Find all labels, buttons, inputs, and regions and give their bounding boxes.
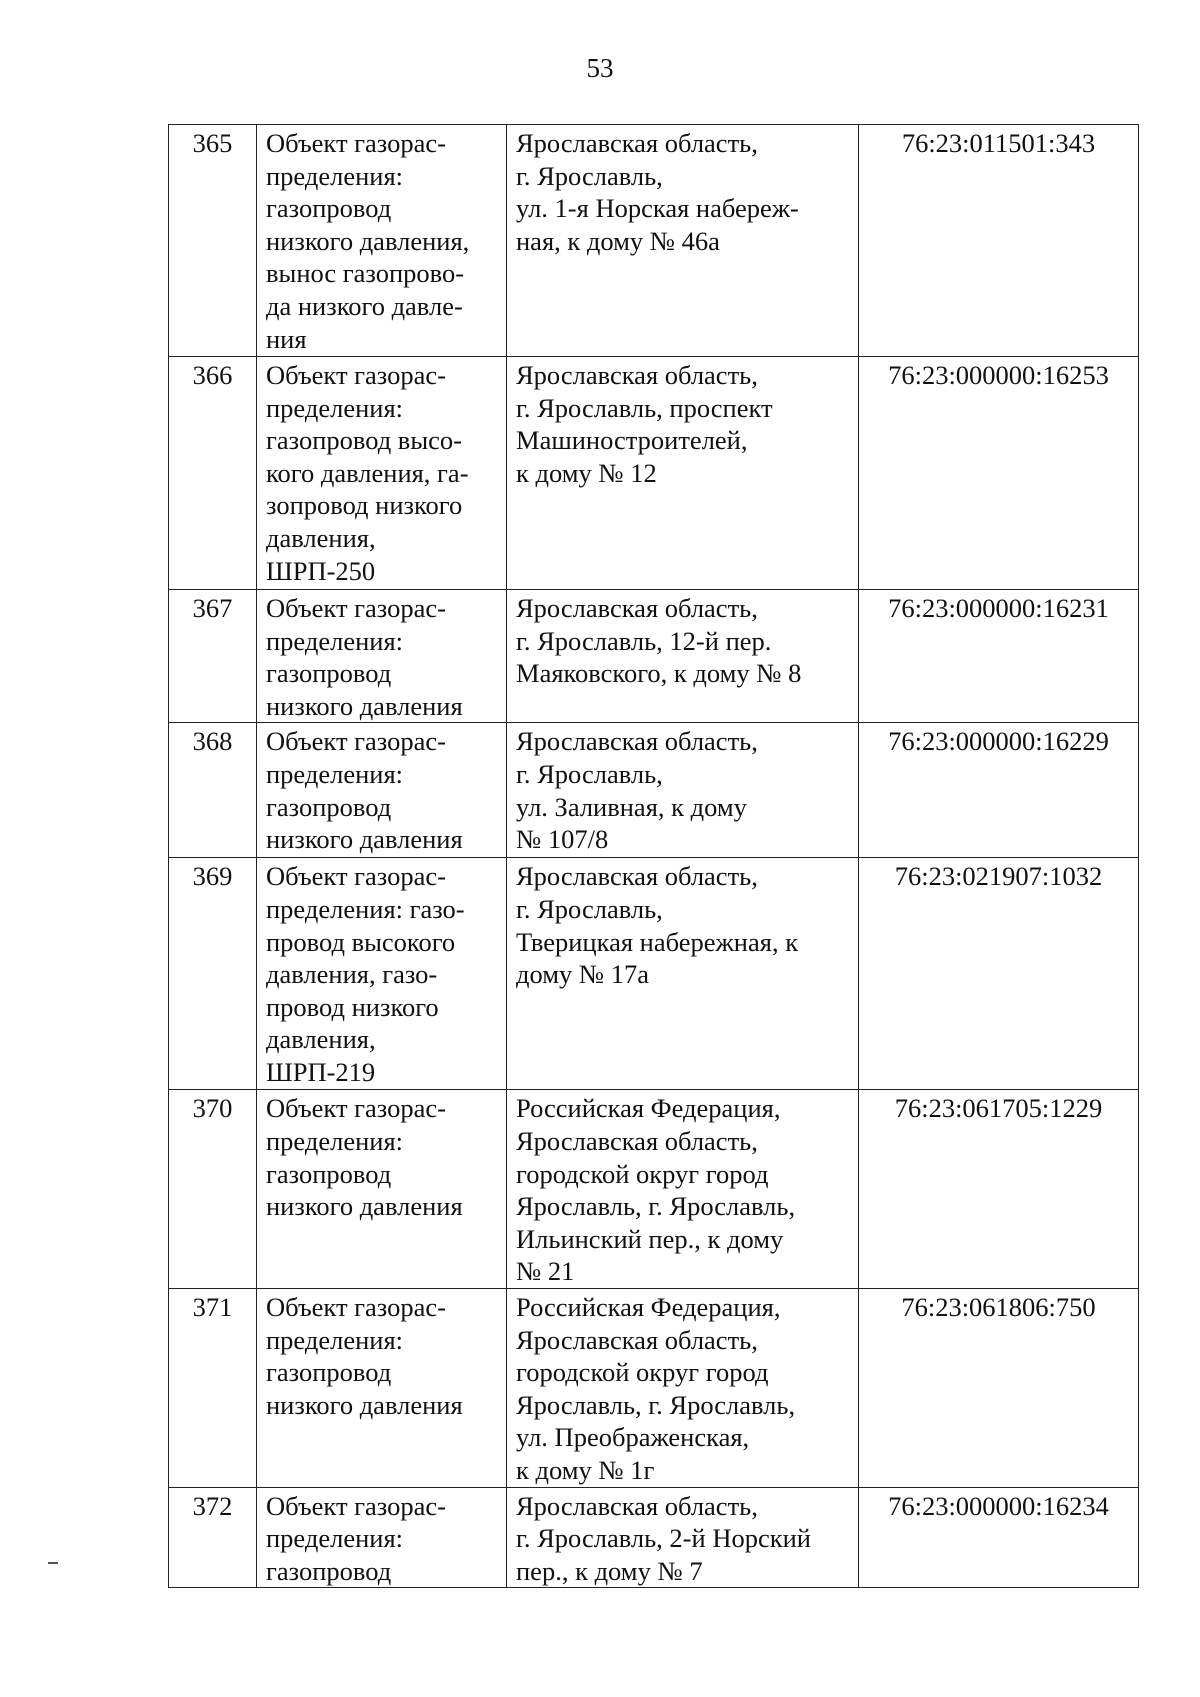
object-address: Ярославская область, г. Ярославль, 12-й пер. Маяковского, к дому № 8 xyxy=(507,590,859,723)
row-number: 369 xyxy=(169,858,257,1090)
registry-table xyxy=(168,124,1139,1588)
cadastral-number: 76:23:061806:750 xyxy=(859,1288,1139,1487)
table-row xyxy=(169,357,1139,590)
object-description: Объект газорас- пределения: газо- провод высокого давления, газо- провод низкого давления, ШРП-219 xyxy=(257,858,507,1090)
row-number: 365 xyxy=(169,125,257,357)
cadastral-number: 76:23:061705:1229 xyxy=(859,1090,1139,1289)
object-description: Объект газорас- пределения: газопровод низкого давления xyxy=(257,723,507,858)
row-number: 372 xyxy=(169,1487,257,1588)
object-address: Российская Федерация, Ярославская область, городской округ город Ярославль, г. Ярославль, Ильинский пер., к дому № 21 xyxy=(507,1090,859,1289)
object-address: Ярославская область, г. Ярославль, ул. 1-я Норская набереж- ная, к дому № 46а xyxy=(507,125,859,357)
object-address: Российская Федерация, Ярославская область, городской округ город Ярославль, г. Ярославль, ул. Преображенская, к дому № 1г xyxy=(507,1288,859,1487)
object-description: Объект газорас- пределения: газопровод низкого давления xyxy=(257,1288,507,1487)
table-row xyxy=(169,1090,1139,1289)
table-row xyxy=(169,858,1139,1090)
table-row xyxy=(169,590,1139,723)
cadastral-number: 76:23:021907:1032 xyxy=(859,858,1139,1090)
row-number: 370 xyxy=(169,1090,257,1289)
object-description: Объект газорас- пределения: газопровод xyxy=(257,1487,507,1588)
cadastral-number: 76:23:000000:16253 xyxy=(859,357,1139,590)
object-address: Ярославская область, г. Ярославль, Тверицкая набережная, к дому № 17а xyxy=(507,858,859,1090)
row-number: 371 xyxy=(169,1288,257,1487)
object-address: Ярославская область, г. Ярославль, ул. Заливная, к дому № 107/8 xyxy=(507,723,859,858)
object-description: Объект газорас- пределения: газопровод низкого давления, вынос газопрово- да низкого давле- ния xyxy=(257,125,507,357)
table-row xyxy=(169,1288,1139,1487)
cadastral-number: 76:23:000000:16231 xyxy=(859,590,1139,723)
object-description: Объект газорас- пределения: газопровод низкого давления xyxy=(257,590,507,723)
scan-mark xyxy=(48,1562,58,1564)
cadastral-number: 76:23:000000:16229 xyxy=(859,723,1139,858)
object-description: Объект газорас- пределения: газопровод высо- кого давления, га- зопровод низкого давления, ШРП-250 xyxy=(257,357,507,590)
object-address: Ярославская область, г. Ярославль, проспект Машиностроителей, к дому № 12 xyxy=(507,357,859,590)
table-row xyxy=(169,1487,1139,1588)
cadastral-number: 76:23:011501:343 xyxy=(859,125,1139,357)
object-address: Ярославская область, г. Ярославль, 2-й Норский пер., к дому № 7 xyxy=(507,1487,859,1588)
row-number: 366 xyxy=(169,357,257,590)
cadastral-number: 76:23:000000:16234 xyxy=(859,1487,1139,1588)
table-row xyxy=(169,125,1139,357)
row-number: 368 xyxy=(169,723,257,858)
table-row xyxy=(169,723,1139,858)
object-description: Объект газорас- пределения: газопровод низкого давления xyxy=(257,1090,507,1289)
page-number: 53 xyxy=(586,53,614,83)
row-number: 367 xyxy=(169,590,257,723)
